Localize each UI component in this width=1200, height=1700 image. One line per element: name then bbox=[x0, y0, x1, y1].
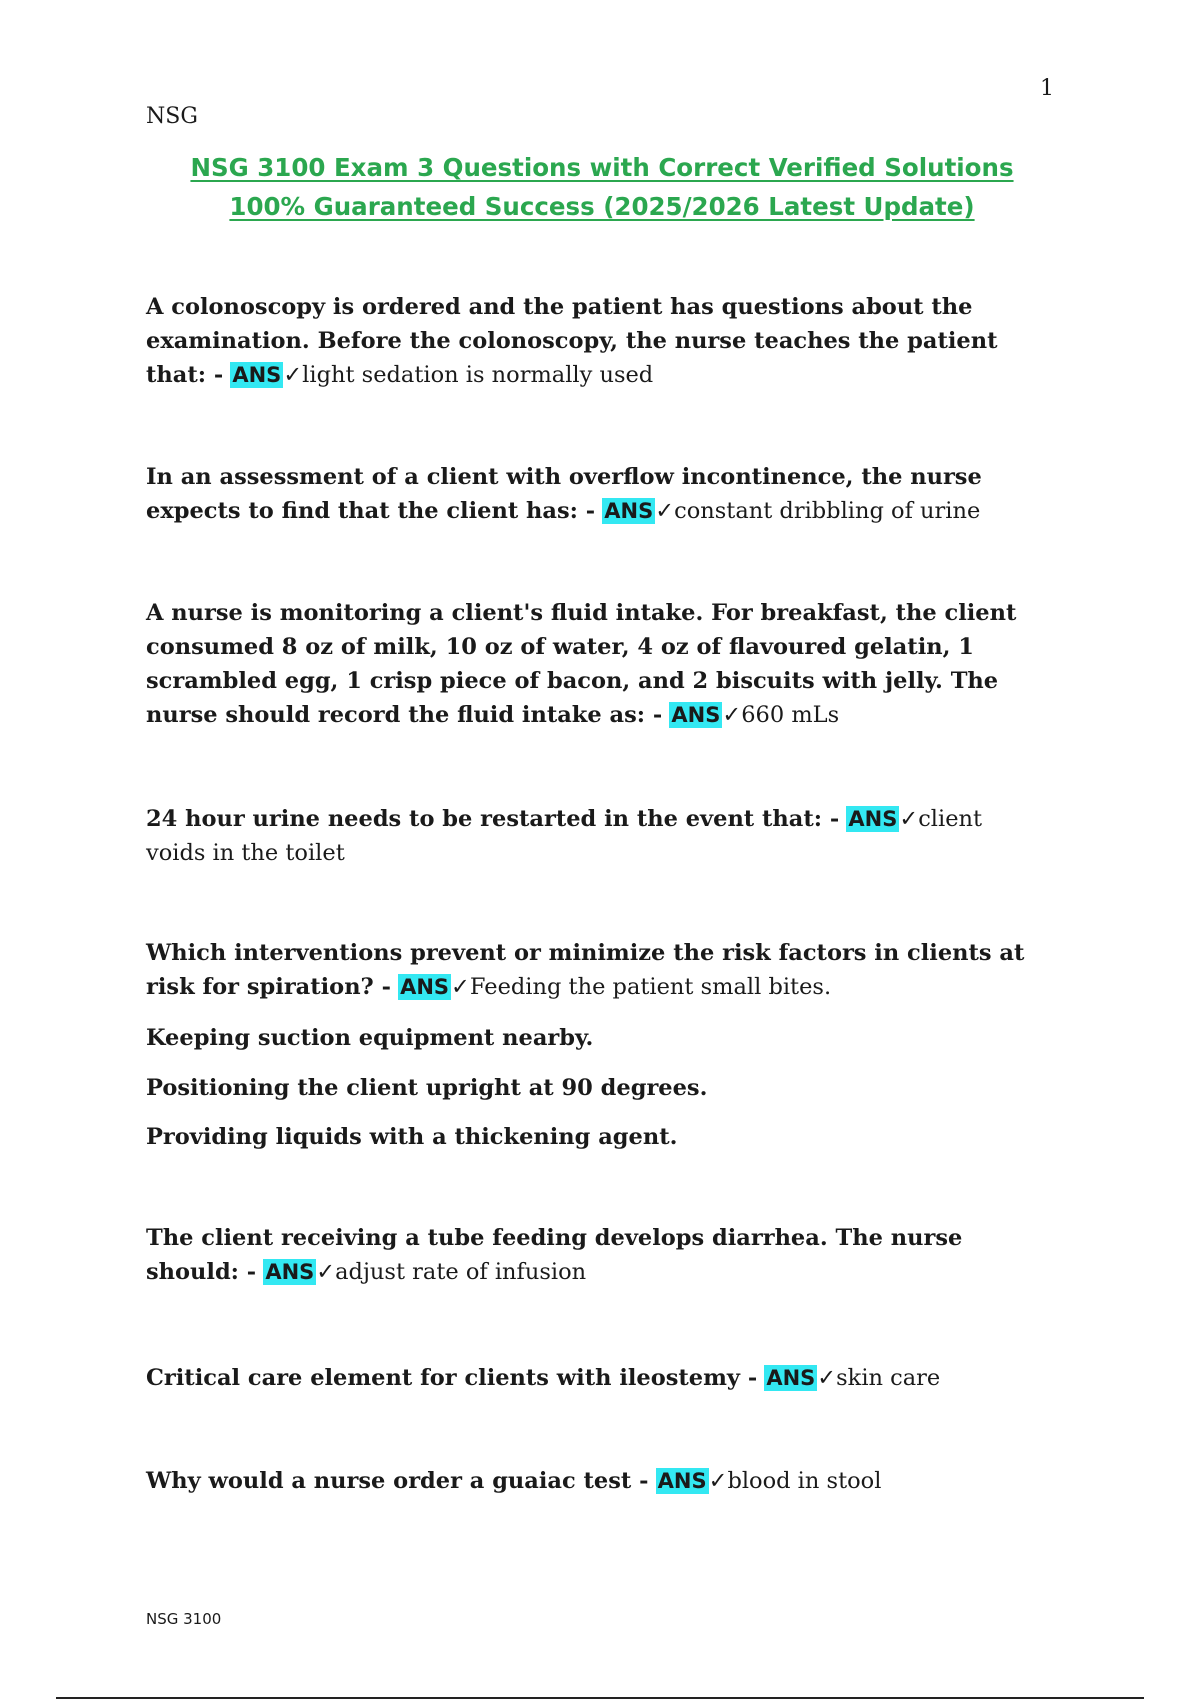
footer-text: NSG 3100 bbox=[146, 1610, 222, 1628]
qa-item bbox=[146, 596, 1046, 732]
aspiration-extra-3: Providing liquids with a thickening agent. bbox=[146, 1124, 678, 1150]
check-icon: ✓ bbox=[817, 1365, 837, 1391]
question-text: 24 hour urine needs to be restarted in the event that: - bbox=[146, 806, 840, 832]
ans-marker: ANS bbox=[232, 363, 282, 387]
page-number: 1 bbox=[1040, 76, 1054, 101]
footer-divider bbox=[56, 1697, 1144, 1699]
check-icon: ✓ bbox=[316, 1259, 336, 1285]
answer-text: client voids in the toilet bbox=[146, 806, 983, 866]
qa-item bbox=[146, 1221, 1046, 1289]
ans-marker: ANS bbox=[604, 499, 654, 523]
aspiration-extra-1: Keeping suction equipment nearby. bbox=[146, 1025, 594, 1051]
ans-marker: ANS bbox=[848, 807, 898, 831]
check-icon: ✓ bbox=[722, 702, 742, 728]
answer-text: constant dribbling of urine bbox=[674, 498, 981, 524]
check-icon: ✓ bbox=[451, 974, 470, 1000]
question-text: The client receiving a tube feeding develops diarrhea. The nurse should: - bbox=[146, 1225, 963, 1285]
qa-item bbox=[146, 290, 1046, 392]
answer-text: 660 mLs bbox=[741, 702, 840, 728]
qa-item bbox=[146, 1361, 1046, 1395]
qa-item bbox=[146, 936, 1046, 1004]
question-text: In an assessment of a client with overflow incontinence, the nurse expects to find that the client has: - bbox=[146, 464, 982, 524]
answer-text: adjust rate of infusion bbox=[335, 1259, 587, 1285]
ans-marker: ANS bbox=[766, 1366, 816, 1390]
answer-text: blood in stool bbox=[727, 1468, 882, 1494]
question-text: A nurse is monitoring a client's fluid intake. For breakfast, the client consumed 8 oz of milk, 10 oz of water, 4 oz of flavoured gelatin, 1 scrambled egg, 1 crisp piece of bacon, and 2 biscuits with jelly. The nurse should record the fluid intake as: - bbox=[146, 600, 1017, 728]
document-title bbox=[146, 148, 1058, 226]
qa-item bbox=[146, 1464, 1046, 1498]
answer-text: light sedation is normally used bbox=[302, 362, 654, 388]
question-text: Why would a nurse order a guaiac test - bbox=[146, 1468, 649, 1494]
check-icon: ✓ bbox=[708, 1468, 728, 1494]
ans-marker: ANS bbox=[657, 1469, 707, 1493]
ans-marker: ANS bbox=[265, 1260, 315, 1284]
question-text: Critical care element for clients with ileostemy - bbox=[146, 1365, 758, 1391]
ans-marker: ANS bbox=[671, 703, 721, 727]
check-icon: ✓ bbox=[283, 362, 303, 388]
running-head: NSG bbox=[146, 104, 198, 129]
title-line-2: 100% Guaranteed Success (2025/2026 Latest Update) bbox=[229, 192, 975, 221]
qa-item bbox=[146, 460, 1046, 528]
title-line-1: NSG 3100 Exam 3 Questions with Correct Verified Solutions bbox=[190, 153, 1014, 182]
answer-text: Feeding the patient small bites. bbox=[469, 974, 832, 1000]
question-text: A colonoscopy is ordered and the patient has questions about the examination. Before the colonoscopy, the nurse teaches the patient that: - bbox=[146, 294, 998, 388]
question-text: Which interventions prevent or minimize the risk factors in clients at risk for spiration? - bbox=[146, 940, 1025, 1000]
check-icon: ✓ bbox=[655, 498, 675, 524]
ans-marker: ANS bbox=[400, 975, 450, 999]
check-icon: ✓ bbox=[899, 806, 919, 832]
qa-item bbox=[146, 802, 1046, 870]
answer-text: skin care bbox=[836, 1365, 941, 1391]
aspiration-extra-2: Positioning the client upright at 90 degrees. bbox=[146, 1075, 708, 1101]
